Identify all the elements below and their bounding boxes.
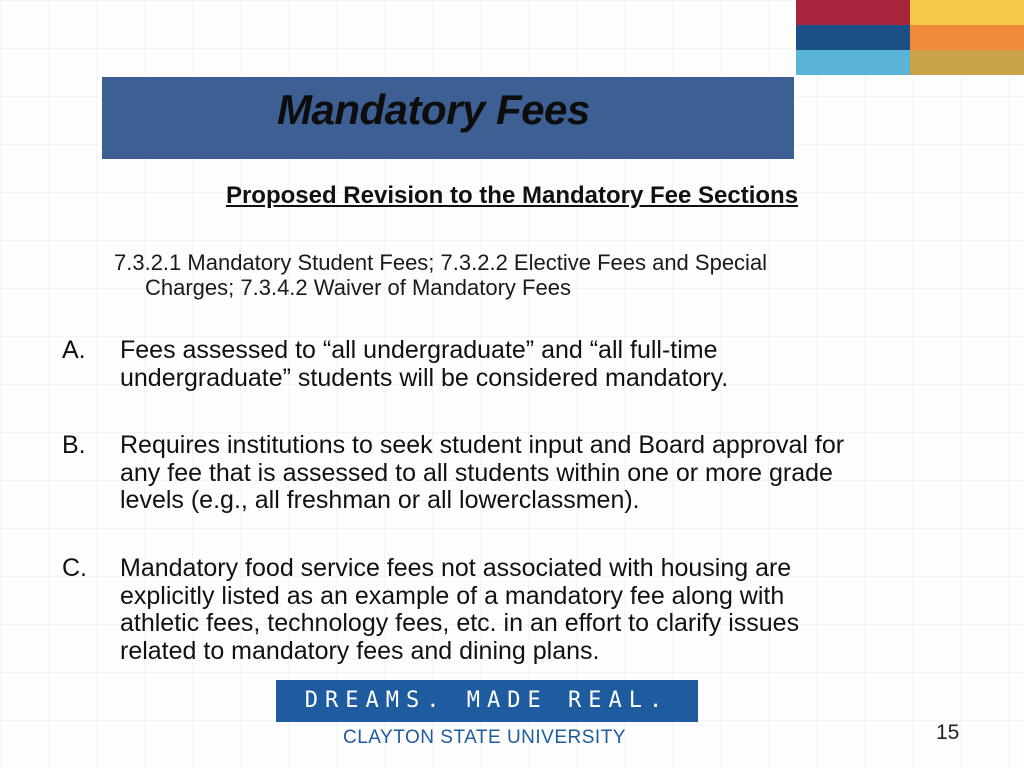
list-item-line: Fees assessed to “all undergraduate” and “all full-time [120,336,718,364]
policy-sections-line: Charges; 7.3.4.2 Waiver of Mandatory Fees [145,275,571,300]
color-block [796,50,910,75]
list-item [62,555,962,665]
color-block [796,0,910,25]
policy-sections [114,250,914,300]
list-item-letter: A. [62,336,86,364]
list-item-letter: C. [62,554,87,582]
color-block [910,50,1024,75]
list-item-line: any fee that is assessed to all students within one or more grade [120,458,833,487]
list-item-line: Mandatory food service fees not associated with housing are [120,554,792,582]
slide-subtitle: Proposed Revision to the Mandatory Fee Sections [225,182,799,209]
page-number: 15 [936,721,960,744]
university-logo-banner [276,680,698,722]
policy-sections-line: 7.3.2.1 Mandatory Student Fees; 7.3.2.2 Elective Fees and Special [114,250,768,275]
list-item-line: related to mandatory fees and dining plans. [120,636,600,665]
color-block [910,25,1024,50]
color-blocks-decoration [796,0,1024,75]
list-item-line: explicitly listed as an example of a mandatory fee along with [120,581,785,610]
list-item-letter: B. [62,431,86,459]
color-block [796,25,910,50]
list-item [62,337,962,392]
list-item [62,432,962,515]
list-item-line: undergraduate” students will be considered mandatory. [120,363,729,392]
university-name: CLAYTON STATE UNIVERSITY [343,727,626,748]
slide-title: Mandatory Fees [277,86,590,133]
list-item-line: Requires institutions to seek student input and Board approval for [120,431,845,459]
color-block [910,0,1024,25]
list-item-line: athletic fees, technology fees, etc. in an effort to clarify issues [120,609,800,637]
list-item-line: levels (e.g., all freshman or all lowerclassmen). [120,486,640,514]
logo-slogan: DREAMS. MADE REAL. [304,688,670,713]
